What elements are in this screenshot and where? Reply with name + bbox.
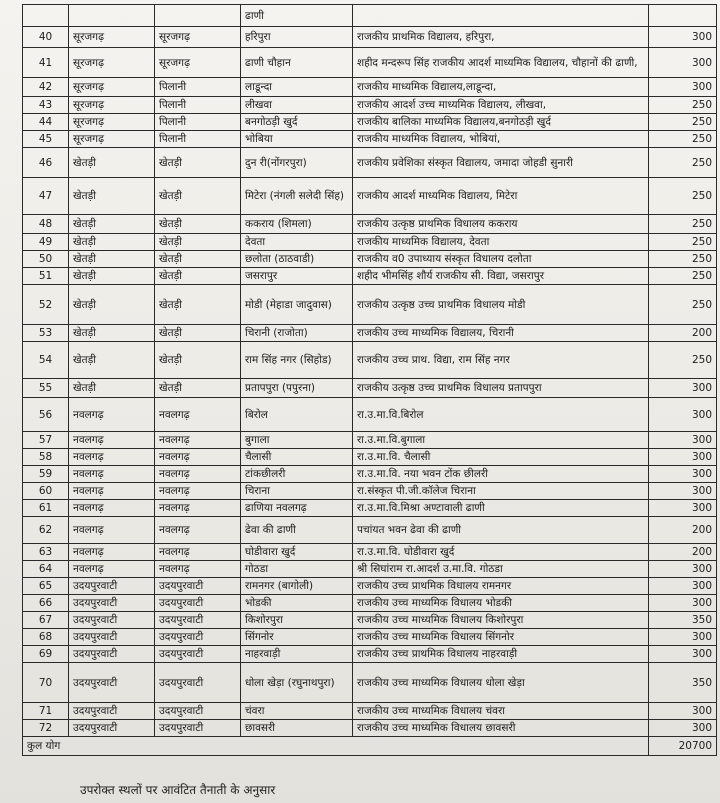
cell-block: पिलानी xyxy=(155,114,241,131)
cell-amount: 250 xyxy=(649,148,717,178)
cell-block: नवलगढ़ xyxy=(155,466,241,483)
total-label: कुल योग xyxy=(23,737,649,756)
cell-amount: 250 xyxy=(649,268,717,285)
cell-block: खेतड़ी xyxy=(155,325,241,342)
table-row xyxy=(23,646,717,663)
cell-school: राजकीय उच्च प्राथ. विद्या, राम सिंह नगर xyxy=(353,342,649,379)
cell-village: ढाणी चौहान xyxy=(241,48,353,78)
cell-block: खेतड़ी xyxy=(155,342,241,379)
cell-district: नवलगढ़ xyxy=(69,449,155,466)
cell-amount: 200 xyxy=(649,325,717,342)
cell-sno: 50 xyxy=(23,251,69,268)
cell-school: राजकीय आदर्श उच्च माध्यमिक विद्यालय, लीखवा, xyxy=(353,97,649,114)
cell-district xyxy=(69,5,155,27)
cell-block: पिलानी xyxy=(155,78,241,97)
cell-sno: 55 xyxy=(23,379,69,398)
table-row xyxy=(23,251,717,268)
cell-amount: 300 xyxy=(649,432,717,449)
cell-village: भोबिया xyxy=(241,131,353,148)
cell-amount: 250 xyxy=(649,234,717,251)
cell-school: राजकीय उच्च माध्यमिक विधालय भोडकी xyxy=(353,595,649,612)
table-row xyxy=(23,398,717,432)
cell-village: चंवरा xyxy=(241,703,353,720)
cell-school: राजकीय उच्च माध्यमिक विधालय सिंगनोर xyxy=(353,629,649,646)
table-row xyxy=(23,544,717,561)
cell-school: राजकीय उच्च माध्यमिक विधालय किशोरपुरा xyxy=(353,612,649,629)
table-row xyxy=(23,466,717,483)
cell-block xyxy=(155,5,241,27)
cell-sno: 68 xyxy=(23,629,69,646)
cell-district: सूरजगढ़ xyxy=(69,131,155,148)
cell-amount: 200 xyxy=(649,544,717,561)
cell-block: उदयपुरवाटी xyxy=(155,646,241,663)
cell-sno: 41 xyxy=(23,48,69,78)
cell-amount: 250 xyxy=(649,178,717,215)
cell-block: उदयपुरवाटी xyxy=(155,595,241,612)
cell-amount: 250 xyxy=(649,251,717,268)
cell-village: मोडी (मेहाडा जादुवास) xyxy=(241,285,353,325)
cell-block: खेतड़ी xyxy=(155,251,241,268)
cell-sno: 66 xyxy=(23,595,69,612)
cell-sno: 48 xyxy=(23,215,69,234)
cell-district: खेतड़ी xyxy=(69,379,155,398)
cell-school: राजकीय उच्च माध्यमिक विधालय धोला खेड़ा xyxy=(353,663,649,703)
cell-district: खेतड़ी xyxy=(69,148,155,178)
cell-amount: 250 xyxy=(649,114,717,131)
cell-village: टांकछीलरी xyxy=(241,466,353,483)
cell-village: रामनगर (बागोली) xyxy=(241,578,353,595)
cell-village: धोला खेड़ा (रघुनाथपुरा) xyxy=(241,663,353,703)
table-row xyxy=(23,663,717,703)
cell-district: खेतड़ी xyxy=(69,268,155,285)
cell-district: खेतड़ी xyxy=(69,285,155,325)
cell-sno: 49 xyxy=(23,234,69,251)
cell-sno: 45 xyxy=(23,131,69,148)
table-row xyxy=(23,78,717,97)
cell-district: खेतड़ी xyxy=(69,325,155,342)
cell-district: नवलगढ़ xyxy=(69,432,155,449)
cell-amount: 300 xyxy=(649,483,717,500)
cell-district: खेतड़ी xyxy=(69,215,155,234)
table-row xyxy=(23,379,717,398)
cell-district: उदयपुरवाटी xyxy=(69,612,155,629)
cell-block: सूरजगढ़ xyxy=(155,48,241,78)
cell-school: राजकीय आदर्श माध्यमिक विद्यालय, मिटेरा xyxy=(353,178,649,215)
cell-school: राजकीय माध्यमिक विद्यालय, भोबियां, xyxy=(353,131,649,148)
cell-school: रा.उ.मा.वि. नया भवन टोंक छीलरी xyxy=(353,466,649,483)
cell-block: उदयपुरवाटी xyxy=(155,703,241,720)
cell-amount: 250 xyxy=(649,97,717,114)
table-row xyxy=(23,234,717,251)
cell-village: दुन री(नोंगरपुरा) xyxy=(241,148,353,178)
cell-sno: 46 xyxy=(23,148,69,178)
cell-sno: 57 xyxy=(23,432,69,449)
cell-school: रा.उ.मा.वि.मिश्रा अण्टावाली ढाणी xyxy=(353,500,649,517)
cell-block: खेतड़ी xyxy=(155,285,241,325)
cell-amount: 300 xyxy=(649,500,717,517)
cell-sno: 60 xyxy=(23,483,69,500)
cell-village: देवता xyxy=(241,234,353,251)
cell-school: राजकीय व0 उपाध्याय संस्कृत विधालय दलोता xyxy=(353,251,649,268)
cell-village: ककराय (शिमला) xyxy=(241,215,353,234)
cell-school: राजकीय उत्कृष्ठ प्राथमिक विधालय ककराय xyxy=(353,215,649,234)
table-row xyxy=(23,703,717,720)
cell-village: बिरोल xyxy=(241,398,353,432)
cell-district: उदयपुरवाटी xyxy=(69,595,155,612)
cell-block: नवलगढ़ xyxy=(155,432,241,449)
cell-district: सूरजगढ़ xyxy=(69,27,155,48)
cell-village: सिंगनोर xyxy=(241,629,353,646)
cell-village: ढेवा की ढाणी xyxy=(241,517,353,544)
cell-district: उदयपुरवाटी xyxy=(69,703,155,720)
cell-village: चिराना xyxy=(241,483,353,500)
cell-sno xyxy=(23,5,69,27)
cell-district: नवलगढ़ xyxy=(69,517,155,544)
cell-block: सूरजगढ़ xyxy=(155,27,241,48)
cell-amount: 300 xyxy=(649,578,717,595)
cell-amount: 300 xyxy=(649,398,717,432)
cell-sno: 47 xyxy=(23,178,69,215)
cell-amount: 250 xyxy=(649,215,717,234)
cell-amount: 300 xyxy=(649,466,717,483)
cell-sno: 61 xyxy=(23,500,69,517)
cell-block: उदयपुरवाटी xyxy=(155,629,241,646)
cell-block: खेतड़ी xyxy=(155,379,241,398)
cell-amount: 300 xyxy=(649,78,717,97)
cell-school: राजकीय उत्कृष्ठ उच्च प्राथमिक विधालय मोडी xyxy=(353,285,649,325)
cell-sno: 70 xyxy=(23,663,69,703)
cell-district: खेतड़ी xyxy=(69,234,155,251)
table-body xyxy=(23,5,717,756)
cell-school: शहीद मन्दरूप सिंह राजकीय आदर्श माध्यमिक विद्यालय, चौहानों की ढाणी, xyxy=(353,48,649,78)
cell-sno: 63 xyxy=(23,544,69,561)
table-row xyxy=(23,148,717,178)
cell-village: छावसरी xyxy=(241,720,353,737)
cell-district: नवलगढ़ xyxy=(69,500,155,517)
cell-block: उदयपुरवाटी xyxy=(155,663,241,703)
cell-block: उदयपुरवाटी xyxy=(155,578,241,595)
cell-school: राजकीय प्राथमिक विद्यालय, हरिपुरा, xyxy=(353,27,649,48)
cell-district: उदयपुरवाटी xyxy=(69,629,155,646)
cell-block: खेतड़ी xyxy=(155,234,241,251)
cell-village: भोडकी xyxy=(241,595,353,612)
table-row xyxy=(23,432,717,449)
cell-village: छलोता (ठाठवाडी) xyxy=(241,251,353,268)
cell-amount: 300 xyxy=(649,595,717,612)
cell-sno: 65 xyxy=(23,578,69,595)
cell-village: लीखवा xyxy=(241,97,353,114)
table-row xyxy=(23,27,717,48)
cell-school: रा.उ.मा.वि. चैलासी xyxy=(353,449,649,466)
cell-sno: 43 xyxy=(23,97,69,114)
cell-district: सूरजगढ़ xyxy=(69,114,155,131)
cell-district: नवलगढ़ xyxy=(69,544,155,561)
cell-block: खेतड़ी xyxy=(155,148,241,178)
table-row xyxy=(23,449,717,466)
cell-block: नवलगढ़ xyxy=(155,544,241,561)
cell-sno: 44 xyxy=(23,114,69,131)
table-row xyxy=(23,131,717,148)
cell-school xyxy=(353,5,649,27)
cell-sno: 64 xyxy=(23,561,69,578)
table-row xyxy=(23,612,717,629)
cell-village: मिटेरा (नंगली सलेदी सिंह) xyxy=(241,178,353,215)
cell-village: किशोरपुरा xyxy=(241,612,353,629)
cell-block: पिलानी xyxy=(155,131,241,148)
cell-amount: 250 xyxy=(649,342,717,379)
cell-amount: 300 xyxy=(649,629,717,646)
cell-district: सूरजगढ़ xyxy=(69,48,155,78)
cell-school: रा.उ.मा.वि.बुगाला xyxy=(353,432,649,449)
cell-district: उदयपुरवाटी xyxy=(69,720,155,737)
cell-sno: 51 xyxy=(23,268,69,285)
cell-school: राजकीय बालिका माध्यमिक विद्यालय,बनगोठड़ी खुर्द xyxy=(353,114,649,131)
cell-district: सूरजगढ़ xyxy=(69,78,155,97)
cell-amount: 300 xyxy=(649,48,717,78)
cell-school: राजकीय उत्कृष्ठ उच्च प्राथमिक विधालय प्रतापपुरा xyxy=(353,379,649,398)
table-row xyxy=(23,325,717,342)
cell-block: नवलगढ़ xyxy=(155,561,241,578)
cell-village: बुगाला xyxy=(241,432,353,449)
cell-block: खेतड़ी xyxy=(155,178,241,215)
table-row xyxy=(23,48,717,78)
cell-sno: 59 xyxy=(23,466,69,483)
table-row xyxy=(23,285,717,325)
cell-village: राम सिंह नगर (सिहोड) xyxy=(241,342,353,379)
cell-amount: 300 xyxy=(649,561,717,578)
cell-amount: 200 xyxy=(649,517,717,544)
table-row xyxy=(23,578,717,595)
cell-district: नवलगढ़ xyxy=(69,561,155,578)
cell-village: हरिपुरा xyxy=(241,27,353,48)
cell-school: पचांयत भवन ढेवा की ढाणी xyxy=(353,517,649,544)
table-row xyxy=(23,178,717,215)
cell-block: पिलानी xyxy=(155,97,241,114)
table-row xyxy=(23,561,717,578)
table-row xyxy=(23,97,717,114)
cell-sno: 62 xyxy=(23,517,69,544)
cell-village: गोठडा xyxy=(241,561,353,578)
cell-block: नवलगढ़ xyxy=(155,517,241,544)
cell-block: उदयपुरवाटी xyxy=(155,720,241,737)
cell-district: नवलगढ़ xyxy=(69,483,155,500)
cell-school: राजकीय माध्यमिक विद्यालय, देवता xyxy=(353,234,649,251)
cell-block: नवलगढ़ xyxy=(155,500,241,517)
cell-amount: 250 xyxy=(649,285,717,325)
cell-amount: 300 xyxy=(649,720,717,737)
table-row xyxy=(23,342,717,379)
cell-school: रा.उ.मा.वि.बिरोल xyxy=(353,398,649,432)
cell-village: प्रतापपुरा (पपुरना) xyxy=(241,379,353,398)
cell-sno: 72 xyxy=(23,720,69,737)
cell-village: ढाणिया नवलगढ़ xyxy=(241,500,353,517)
cell-block: नवलगढ़ xyxy=(155,398,241,432)
cell-amount: 300 xyxy=(649,703,717,720)
table-row xyxy=(23,517,717,544)
cell-village: चैलासी xyxy=(241,449,353,466)
table-row xyxy=(23,595,717,612)
cell-amount: 300 xyxy=(649,646,717,663)
footer-note: उपरोक्त स्थलों पर आवंटित तैनाती के अनुसार xyxy=(80,783,276,797)
cell-village: चिरानी (राजोता) xyxy=(241,325,353,342)
cell-amount: 350 xyxy=(649,612,717,629)
cell-sno: 52 xyxy=(23,285,69,325)
cell-district: उदयपुरवाटी xyxy=(69,663,155,703)
cell-village: घोडीवारा खुर्द xyxy=(241,544,353,561)
cell-sno: 71 xyxy=(23,703,69,720)
cell-block: नवलगढ़ xyxy=(155,449,241,466)
cell-amount: 300 xyxy=(649,27,717,48)
cell-block: उदयपुरवाटी xyxy=(155,612,241,629)
cell-sno: 69 xyxy=(23,646,69,663)
table-row xyxy=(23,215,717,234)
cell-village: नाहरवाड़ी xyxy=(241,646,353,663)
cell-district: उदयपुरवाटी xyxy=(69,646,155,663)
cell-school: राजकीय उच्च प्राथमिक विधालय नाहरवाड़ी xyxy=(353,646,649,663)
cell-sno: 67 xyxy=(23,612,69,629)
cell-school: रा.उ.मा.वि. घोडीवारा खुर्द xyxy=(353,544,649,561)
cell-sno: 58 xyxy=(23,449,69,466)
cell-amount xyxy=(649,5,717,27)
cell-school: राजकीय माध्यमिक विद्यालय,लाडून्दा, xyxy=(353,78,649,97)
total-amount: 20700 xyxy=(649,737,717,756)
total-row xyxy=(23,737,717,756)
cell-school: शहीद भीमसिंह शौर्य राजकीय सी. विद्या, जसरापुर xyxy=(353,268,649,285)
cell-district: नवलगढ़ xyxy=(69,398,155,432)
cell-village: बनगोठड़ी खुर्द xyxy=(241,114,353,131)
cell-district: नवलगढ़ xyxy=(69,466,155,483)
cell-school: राजकीय उच्च माध्यमिक विधालय छावसरी xyxy=(353,720,649,737)
cell-village: ढाणी xyxy=(241,5,353,27)
cell-school: राजकीय उच्च माध्यमिक विधालय चंवरा xyxy=(353,703,649,720)
table-row xyxy=(23,629,717,646)
cell-sno: 42 xyxy=(23,78,69,97)
table-row-continued xyxy=(23,5,717,27)
cell-block: खेतड़ी xyxy=(155,215,241,234)
cell-amount: 300 xyxy=(649,449,717,466)
cell-school: रा.संस्कृत पी.जी.कॉलेज चिराना xyxy=(353,483,649,500)
cell-sno: 40 xyxy=(23,27,69,48)
cell-sno: 56 xyxy=(23,398,69,432)
table-row xyxy=(23,483,717,500)
cell-district: सूरजगढ़ xyxy=(69,97,155,114)
allocation-table xyxy=(22,4,717,756)
cell-district: खेतड़ी xyxy=(69,342,155,379)
cell-block: नवलगढ़ xyxy=(155,483,241,500)
cell-district: खेतड़ी xyxy=(69,178,155,215)
cell-amount: 350 xyxy=(649,663,717,703)
cell-school: श्री सिघांराम रा.आदर्श उ.मा.वि. गोठडा xyxy=(353,561,649,578)
cell-sno: 54 xyxy=(23,342,69,379)
cell-district: खेतड़ी xyxy=(69,251,155,268)
table-row xyxy=(23,268,717,285)
table-row xyxy=(23,114,717,131)
cell-school: राजकीय प्रवेशिका संस्कृत विद्यालय, जमादा जोहडी सुनारी xyxy=(353,148,649,178)
cell-school: राजकीय उच्च प्राथमिक विधालय रामनगर xyxy=(353,578,649,595)
table-row xyxy=(23,500,717,517)
cell-village: जसरापुर xyxy=(241,268,353,285)
cell-amount: 250 xyxy=(649,131,717,148)
cell-sno: 53 xyxy=(23,325,69,342)
cell-block: खेतड़ी xyxy=(155,268,241,285)
cell-amount: 300 xyxy=(649,379,717,398)
cell-school: राजकीय उच्च माध्यमिक विद्यालय, चिरानी xyxy=(353,325,649,342)
table-row xyxy=(23,720,717,737)
cell-village: लाडून्दा xyxy=(241,78,353,97)
cell-district: उदयपुरवाटी xyxy=(69,578,155,595)
